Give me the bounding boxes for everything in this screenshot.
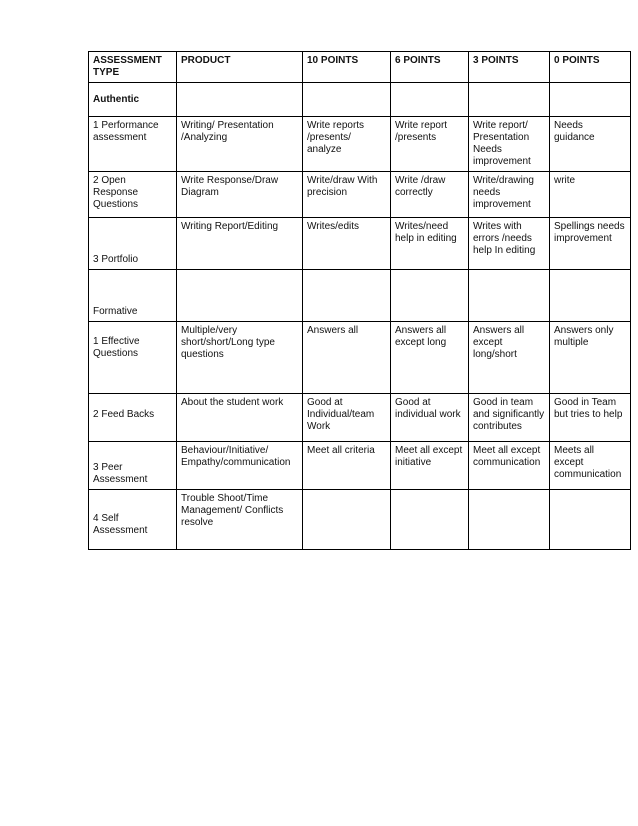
table-cell — [177, 83, 303, 117]
row-6-points-cell: Write report /presents — [391, 117, 469, 172]
row-type-cell: 2 Open Response Questions — [89, 172, 177, 218]
table-row — [89, 322, 631, 394]
row-6-points-cell: Meet all except initiative — [391, 442, 469, 490]
row-0-points-cell — [550, 490, 631, 550]
row-type-cell: 2 Feed Backs — [89, 394, 177, 442]
row-product-cell: Writing/ Presentation /Analyzing — [177, 117, 303, 172]
row-10-points-cell: Writes/edits — [303, 218, 391, 270]
row-0-points-cell: Good in Team but tries to help — [550, 394, 631, 442]
row-10-points-cell: Meet all criteria — [303, 442, 391, 490]
row-product-cell: Behaviour/Initiative/ Empathy/communication — [177, 442, 303, 490]
row-6-points-cell: Write /draw correctly — [391, 172, 469, 218]
table-row — [89, 172, 631, 218]
table-cell — [550, 83, 631, 117]
row-6-points-cell: Answers all except long — [391, 322, 469, 394]
row-product-cell: Trouble Shoot/Time Management/ Conflicts resolve — [177, 490, 303, 550]
row-3-points-cell: Writes with errors /needs help In editing — [469, 218, 550, 270]
row-3-points-cell: Meet all except communication — [469, 442, 550, 490]
header-0-points: 0 POINTS — [550, 52, 631, 83]
row-type-cell: 1 Effective Questions — [89, 322, 177, 394]
row-type-cell: 3 Peer Assessment — [89, 442, 177, 490]
row-3-points-cell — [469, 490, 550, 550]
row-10-points-cell: Good at Individual/team Work — [303, 394, 391, 442]
row-0-points-cell: Answers only multiple — [550, 322, 631, 394]
row-3-points-cell: Write/drawing needs improvement — [469, 172, 550, 218]
table-row — [89, 218, 631, 270]
row-3-points-cell: Write report/ Presentation Needs improvement — [469, 117, 550, 172]
header-row — [89, 52, 631, 83]
table-row — [89, 117, 631, 172]
row-6-points-cell: Good at individual work — [391, 394, 469, 442]
row-10-points-cell: Write/draw With precision — [303, 172, 391, 218]
table-row — [89, 490, 631, 550]
table-row — [89, 394, 631, 442]
table-cell — [550, 270, 631, 322]
header-3-points: 3 POINTS — [469, 52, 550, 83]
header-product: PRODUCT — [177, 52, 303, 83]
table-cell — [177, 270, 303, 322]
row-10-points-cell: Answers all — [303, 322, 391, 394]
section-formative-label: Formative — [89, 270, 177, 322]
row-0-points-cell: Meets all except communication — [550, 442, 631, 490]
header-assessment-type: ASSESSMENT TYPE — [89, 52, 177, 83]
header-6-points: 6 POINTS — [391, 52, 469, 83]
row-6-points-cell: Writes/need help in editing — [391, 218, 469, 270]
table-cell — [391, 270, 469, 322]
row-10-points-cell — [303, 490, 391, 550]
section-authentic-label: Authentic — [89, 83, 177, 117]
assessment-rubric-table — [88, 51, 631, 550]
header-10-points: 10 POINTS — [303, 52, 391, 83]
row-0-points-cell: Needs guidance — [550, 117, 631, 172]
table-cell — [469, 83, 550, 117]
row-3-points-cell: Good in team and significantly contributes — [469, 394, 550, 442]
section-row-authentic — [89, 83, 631, 117]
table-cell — [391, 83, 469, 117]
row-product-cell: About the student work — [177, 394, 303, 442]
table-cell — [303, 270, 391, 322]
row-product-cell: Write Response/Draw Diagram — [177, 172, 303, 218]
table-row — [89, 442, 631, 490]
row-6-points-cell — [391, 490, 469, 550]
row-type-cell: 1 Performance assessment — [89, 117, 177, 172]
table-cell — [469, 270, 550, 322]
row-type-cell: 3 Portfolio — [89, 218, 177, 270]
row-10-points-cell: Write reports /presents/ analyze — [303, 117, 391, 172]
row-3-points-cell: Answers all except long/short — [469, 322, 550, 394]
row-0-points-cell: Spellings needs improvement — [550, 218, 631, 270]
row-product-cell: Writing Report/Editing — [177, 218, 303, 270]
table-cell — [303, 83, 391, 117]
row-0-points-cell: write — [550, 172, 631, 218]
row-product-cell: Multiple/very short/short/Long type questions — [177, 322, 303, 394]
section-row-formative — [89, 270, 631, 322]
row-type-cell: 4 Self Assessment — [89, 490, 177, 550]
